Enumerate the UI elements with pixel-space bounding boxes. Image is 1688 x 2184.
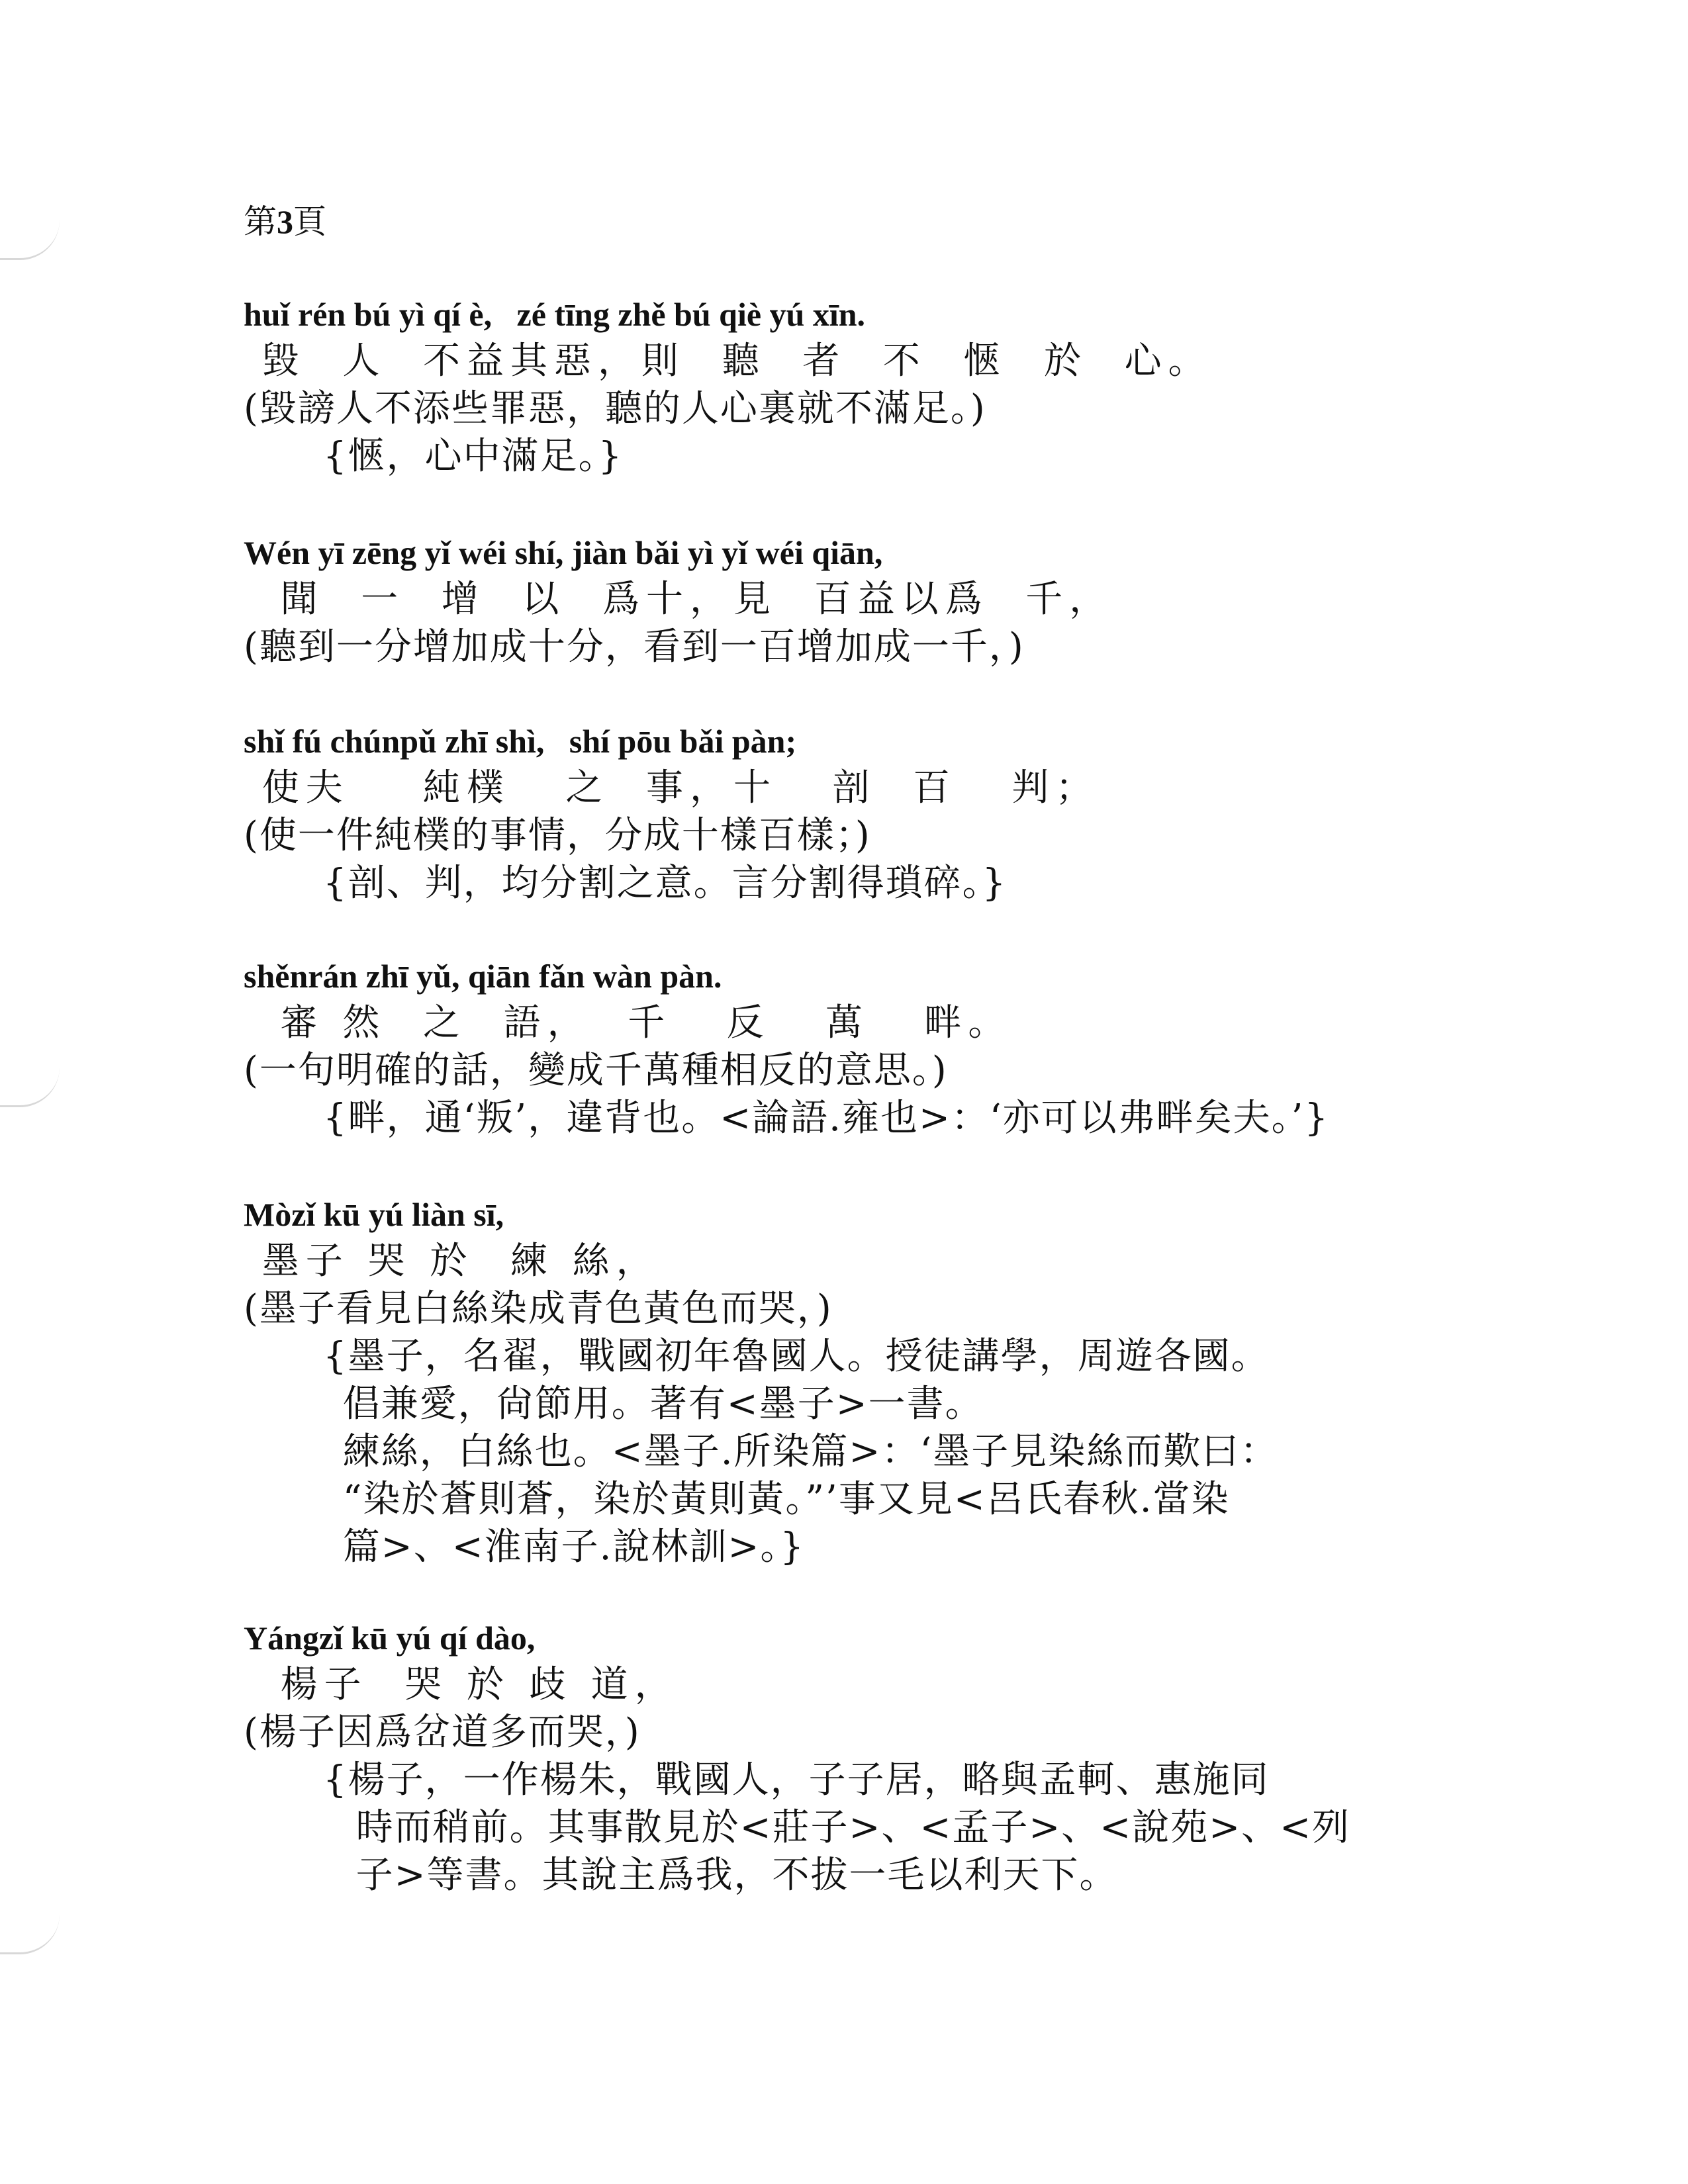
chinese-line: 楊子 哭 於 歧 道， — [244, 1663, 679, 1706]
annotation-line: {愜，心中滿足。} — [323, 435, 624, 478]
pinyin-line: Wén yī zēng yǐ wéi shí, jiàn bǎi yì yǐ wéi qiān, — [244, 534, 883, 571]
pinyin-line: Yángzǐ kū yú qí dào, — [244, 1619, 536, 1657]
pinyin-line: huǐ rén bú yì qí è, zé tīng zhě bú qiè yú xīn. — [244, 296, 866, 333]
verse-section-2 — [244, 529, 1568, 671]
punch-hole-mark-bottom — [0, 1913, 60, 1954]
chinese-line: 審 然 之 語， 千 反 萬 畔。 — [244, 1001, 1012, 1044]
translation-line: (毀謗人不添些罪惡，聽的人心裏就不滿足。) — [244, 387, 986, 430]
translation-line: (使一件純樸的事情，分成十樣百樣；) — [244, 814, 871, 857]
annotation-line: 倡兼愛，尙節用。著有<墨子>一書。 — [330, 1383, 984, 1426]
annotation-line: 子>等書。其說主爲我，不拔一毛以利天下。 — [330, 1854, 1118, 1897]
page-prefix: 第 — [244, 203, 277, 240]
page-number-heading — [244, 199, 326, 245]
translation-line: (聽到一分增加成十分，看到一百增加成一千，) — [244, 625, 1025, 668]
verse-section-6 — [244, 1615, 1568, 1899]
annotation-line: {墨子，名翟，戰國初年魯國人。授徒講學，周遊各國。 — [323, 1335, 1270, 1378]
punch-hole-mark-top — [0, 218, 60, 260]
annotation-line: {楊子，一作楊朱，戰國人，子子居，略與孟軻、惠施同 — [323, 1758, 1270, 1801]
pinyin-line: shǐ fú chúnpǔ zhī shì, shí pōu bǎi pàn; — [244, 723, 797, 760]
chinese-line: 使夫 純樸 之 事，十 剖 百 判； — [244, 766, 1100, 809]
verse-section-5 — [244, 1191, 1568, 1571]
chinese-line: 聞 一 增 以 爲十，見 百益以爲 千， — [244, 578, 1113, 621]
translation-line: (一句明確的話，變成千萬種相反的意思。) — [244, 1049, 948, 1092]
verse-section-3 — [244, 718, 1568, 907]
page-suffix: 頁 — [293, 203, 326, 240]
annotation-line: {剖、判，均分割之意。言分割得瑣碎。} — [323, 862, 1008, 905]
verse-section-1 — [244, 291, 1568, 480]
annotation-line: 篇>、<淮南子.說林訓>。} — [330, 1525, 805, 1569]
annotation-line: 練絲，白絲也。<墨子.所染篇>：‘墨子見染絲而歎曰： — [330, 1430, 1279, 1473]
page-number: 3 — [277, 203, 293, 240]
verse-section-4 — [244, 953, 1568, 1142]
annotation-line: 時而稍前。其事散見於<莊子>、<孟子>、<說苑>、<列 — [330, 1806, 1351, 1849]
annotation-line: {畔，通‘叛’，違背也。<論語.雍也>：‘亦可以弗畔矣夫。’} — [323, 1097, 1330, 1140]
punch-hole-mark-middle — [0, 1066, 60, 1107]
chinese-line: 毀 人 不益其惡，則 聽 者 不 愜 於 心。 — [244, 340, 1212, 383]
translation-line: (墨子看見白絲染成青色黃色而哭，) — [244, 1287, 833, 1330]
annotation-line: “染於蒼則蒼，染於黃則黃。”’事又見<呂氏春秋.當染 — [330, 1478, 1230, 1521]
chinese-line: 墨子 哭 於 練 絲， — [244, 1240, 660, 1283]
pinyin-line: shěnrán zhī yǔ, qiān fǎn wàn pàn. — [244, 958, 722, 995]
translation-line: (楊子因爲岔道多而哭，) — [244, 1711, 641, 1754]
pinyin-line: Mòzǐ kū yú liàn sī, — [244, 1196, 504, 1233]
